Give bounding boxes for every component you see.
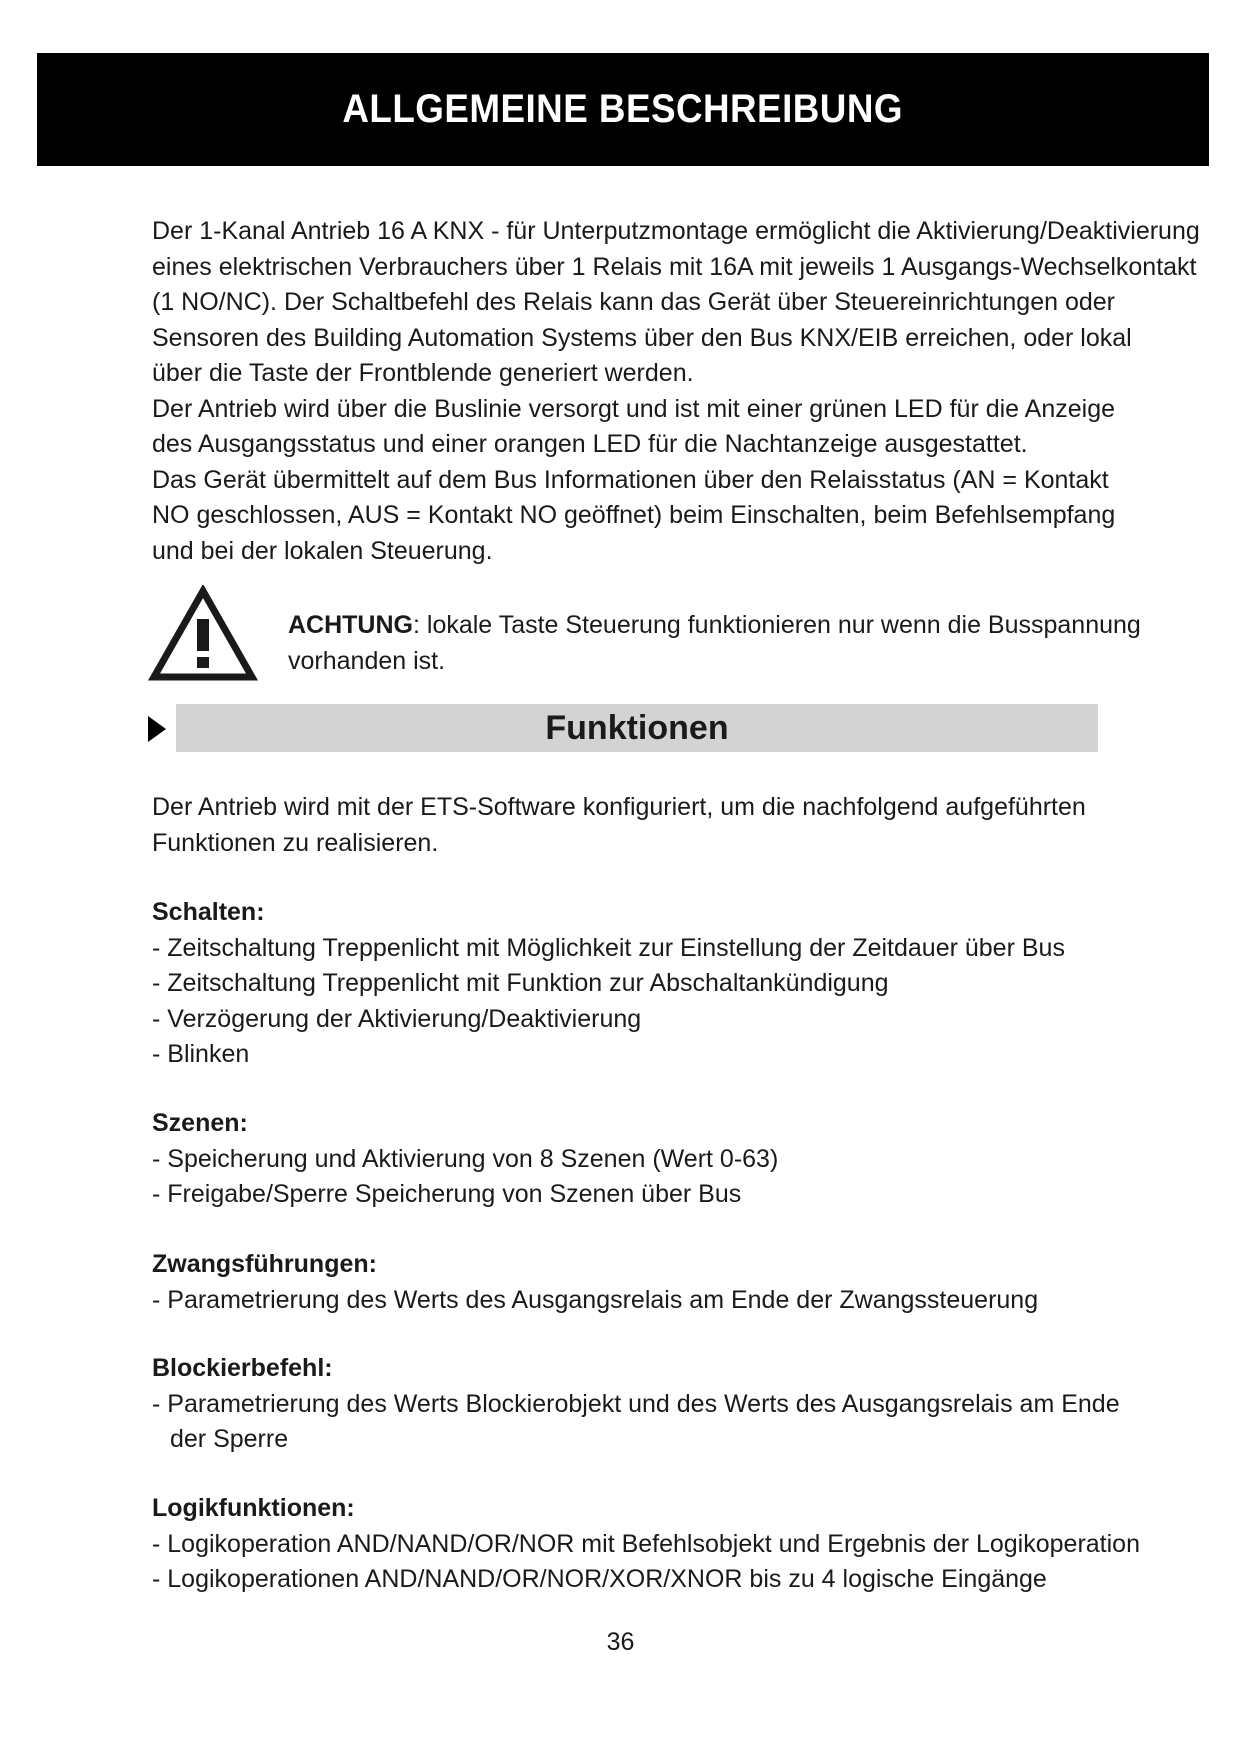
warning-message: : lokale Taste Steuerung funktionieren nur wenn die Busspannung xyxy=(413,611,1141,639)
group-zwangsfuehrungen xyxy=(152,1247,1192,1318)
list-item: - Verzögerung der Aktivierung/Deaktivierung xyxy=(152,1004,642,1033)
intro-line: des Ausgangsstatus und einer orangen LED für die Nachtanzeige ausgestattet. xyxy=(152,430,1028,458)
intro-line: über die Taste der Frontblende generiert werden. xyxy=(152,359,694,387)
page-number: 36 xyxy=(606,1628,635,1656)
warning-notice xyxy=(148,585,1198,685)
list-item: - Freigabe/Sperre Speicherung von Szenen über Bus xyxy=(152,1180,742,1208)
group-title: Zwangsführungen: xyxy=(152,1250,377,1278)
group-title: Szenen: xyxy=(152,1109,248,1137)
group-schalten xyxy=(152,895,1192,1073)
triangle-right-icon xyxy=(148,716,166,742)
warning-label: ACHTUNG xyxy=(288,611,413,639)
functions-intro-line: Der Antrieb wird mit der ETS-Software konfiguriert, um die nachfolgend aufgeführten xyxy=(152,793,1086,821)
intro-line: und bei der lokalen Steuerung. xyxy=(152,536,493,565)
page-header xyxy=(37,53,1209,166)
section-title: Funktionen xyxy=(545,708,729,747)
group-title: Schalten: xyxy=(152,898,265,926)
group-title: Logikfunktionen: xyxy=(152,1494,355,1522)
list-item: - Parametrierung des Werts Blockierobjekt und des Werts des Ausgangsrelais am Ende xyxy=(152,1389,1120,1418)
group-szenen xyxy=(152,1106,1192,1213)
intro-line: Der Antrieb wird über die Buslinie versorgt und ist mit einer grünen LED für die Anzeige xyxy=(152,394,1116,423)
list-item: - Parametrierung des Werts des Ausgangsrelais am Ende der Zwangssteuerung xyxy=(152,1285,1039,1314)
group-title: Blockierbefehl: xyxy=(152,1354,333,1382)
intro-paragraph xyxy=(152,214,1200,569)
list-item: - Logikoperationen AND/NAND/OR/NOR/XOR/XNOR bis zu 4 logische Eingänge xyxy=(152,1565,1047,1593)
functions-intro-line: Funktionen zu realisieren. xyxy=(152,828,439,857)
intro-line: Das Gerät übermittelt auf dem Bus Informationen über den Relaisstatus (AN = Kontakt xyxy=(152,465,1109,494)
intro-line: Sensoren des Building Automation Systems über den Bus KNX/EIB erreichen, oder lokal xyxy=(152,323,1132,352)
page-title: ALLGEMEINE BESCHREIBUNG xyxy=(342,87,904,131)
intro-line: NO geschlossen, AUS = Kontakt NO geöffnet) beim Einschalten, beim Befehlsempfang xyxy=(152,501,1116,529)
list-item-continuation: der Sperre xyxy=(170,1425,289,1453)
section-band xyxy=(176,704,1098,752)
warning-message-cont: vorhanden ist. xyxy=(288,646,446,675)
intro-line: eines elektrischen Verbrauchers über 1 Relais mit 16A mit jeweils 1 Ausgangs-Wechselkontakt xyxy=(152,252,1197,281)
group-logikfunktionen xyxy=(152,1491,1192,1598)
list-item: - Logikoperation AND/NAND/OR/NOR mit Befehlsobjekt und Ergebnis der Logikoperation xyxy=(152,1529,1140,1558)
warning-text xyxy=(288,608,1141,679)
list-item: - Speicherung und Aktivierung von 8 Szenen (Wert 0-63) xyxy=(152,1144,779,1173)
intro-line: (1 NO/NC). Der Schaltbefehl des Relais kann das Gerät über Steuereinrichtungen oder xyxy=(152,288,1116,316)
intro-line: Der 1-Kanal Antrieb 16 A KNX - für Unterputzmontage ermöglicht die Aktivierung/Deaktivierung xyxy=(152,217,1200,245)
warning-triangle-icon xyxy=(148,585,258,683)
section-heading-bar xyxy=(148,704,1098,752)
list-item: - Blinken xyxy=(152,1040,250,1068)
functions-intro xyxy=(152,790,1192,861)
group-blockierbefehl xyxy=(152,1351,1192,1458)
list-item: - Zeitschaltung Treppenlicht mit Möglichkeit zur Einstellung der Zeitdauer über Bus xyxy=(152,933,1065,962)
list-item: - Zeitschaltung Treppenlicht mit Funktion zur Abschaltankündigung xyxy=(152,969,889,997)
